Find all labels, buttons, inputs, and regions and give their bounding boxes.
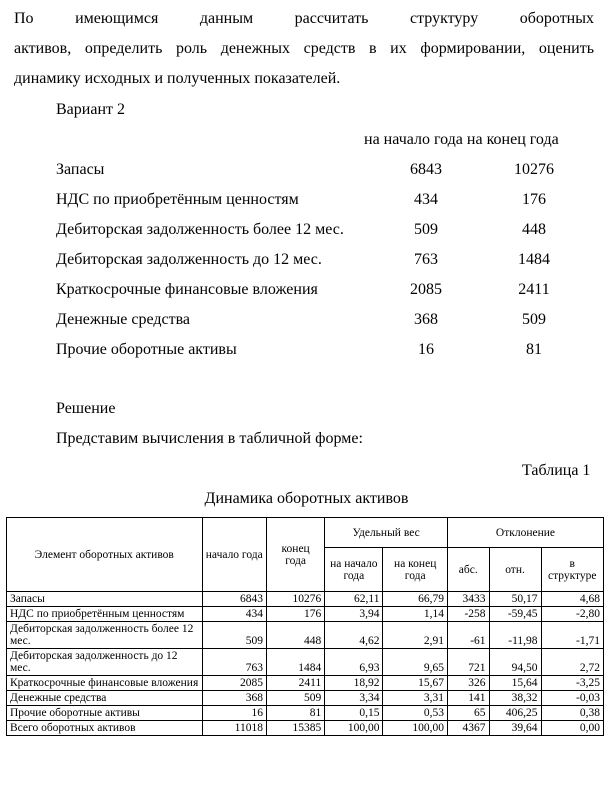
item-start: 6843 (410, 161, 442, 178)
cell-share-start: 100,00 (325, 721, 383, 736)
data-line (0, 191, 613, 211)
cell-start: 16 (202, 706, 266, 721)
data-line (0, 161, 613, 181)
cell-end: 2411 (267, 676, 325, 691)
cell-end: 10276 (267, 592, 325, 607)
header-share-start: на начало года (325, 548, 383, 592)
cell-rel: 94,50 (489, 649, 541, 676)
header-rel: отн. (489, 548, 541, 592)
data-line (0, 311, 613, 331)
solution-heading: Решение (56, 400, 116, 417)
header-end: конец года (267, 518, 325, 592)
header-share-end: на конец года (383, 548, 447, 592)
cell-share-start: 4,62 (325, 622, 383, 649)
cell-rel: 39,64 (489, 721, 541, 736)
cell-end: 81 (267, 706, 325, 721)
cell-share-start: 0,15 (325, 706, 383, 721)
cell-share-start: 3,94 (325, 607, 383, 622)
cell-rel: -11,98 (489, 622, 541, 649)
cell-start: 6843 (202, 592, 266, 607)
cell-share-start: 18,92 (325, 676, 383, 691)
cell-start: 11018 (202, 721, 266, 736)
item-end: 448 (522, 221, 546, 238)
item-start: 763 (414, 251, 438, 268)
cell-share-end: 3,31 (383, 691, 447, 706)
cell-share-end: 15,67 (383, 676, 447, 691)
cell-start: 2085 (202, 676, 266, 691)
cell-end: 1484 (267, 649, 325, 676)
cell-name: Прочие оборотные активы (7, 706, 203, 721)
cell-abs: -258 (447, 607, 489, 622)
item-start: 509 (414, 221, 438, 238)
header-share: Удельный вес (325, 518, 448, 548)
cell-abs: 3433 (447, 592, 489, 607)
intro-line-1: По имеющимся данным рассчитать структуру оборотных (14, 10, 594, 27)
cell-start: 763 (202, 649, 266, 676)
cell-struct: 2,72 (541, 649, 603, 676)
data-line (0, 221, 613, 241)
item-start: 2085 (410, 281, 442, 298)
item-end: 81 (526, 341, 542, 358)
cell-end: 448 (267, 622, 325, 649)
item-name: Дебиторская задолженность до 12 мес. (56, 251, 322, 268)
cell-share-end: 100,00 (383, 721, 447, 736)
cell-struct: -1,71 (541, 622, 603, 649)
cell-name: Дебиторская задолженность до 12 мес. (7, 649, 203, 676)
represent-text: Представим вычисления в табличной форме: (56, 430, 363, 447)
item-name: Денежные средства (56, 311, 191, 328)
item-start: 368 (414, 311, 438, 328)
cell-struct: -0,03 (541, 691, 603, 706)
header-abs: абс. (447, 548, 489, 592)
intro-line-2: активов, определить роль денежных средств в их формировании, оценить (14, 40, 594, 57)
item-end: 2411 (518, 281, 550, 298)
item-end: 1484 (518, 251, 550, 268)
cell-struct: 4,68 (541, 592, 603, 607)
table-row (7, 622, 604, 649)
table-row (7, 649, 604, 676)
cell-name: Всего оборотных активов (7, 721, 203, 736)
cell-share-start: 6,93 (325, 649, 383, 676)
table-number: Таблица 1 (522, 462, 591, 479)
table-row-total (7, 721, 604, 736)
cell-struct: 0,38 (541, 706, 603, 721)
cell-name: Краткосрочные финансовые вложения (7, 676, 203, 691)
cell-abs: 4367 (447, 721, 489, 736)
cell-abs: 65 (447, 706, 489, 721)
cell-end: 15385 (267, 721, 325, 736)
dynamics-table (6, 517, 604, 736)
header-deviation: Отклонение (447, 518, 603, 548)
item-start: 16 (418, 341, 434, 358)
item-end: 509 (522, 311, 546, 328)
header-start: начало года (202, 518, 266, 592)
cell-rel: -59,45 (489, 607, 541, 622)
cell-name: Запасы (7, 592, 203, 607)
item-end: 10276 (514, 161, 554, 178)
cell-rel: 406,25 (489, 706, 541, 721)
cell-share-end: 9,65 (383, 649, 447, 676)
column-header: на начало года на конец года (364, 131, 559, 148)
cell-share-end: 0,53 (383, 706, 447, 721)
cell-rel: 38,32 (489, 691, 541, 706)
item-name: НДС по приобретённым ценностям (56, 191, 299, 208)
variant-heading: Вариант 2 (56, 101, 125, 118)
cell-struct: -2,80 (541, 607, 603, 622)
cell-end: 176 (267, 607, 325, 622)
header-struct: в структуре (541, 548, 603, 592)
cell-name: Дебиторская задолженность более 12 мес. (7, 622, 203, 649)
item-name: Прочие оборотные активы (56, 341, 237, 358)
table-row (7, 592, 604, 607)
table-row (7, 691, 604, 706)
cell-share-end: 1,14 (383, 607, 447, 622)
table-row (7, 706, 604, 721)
item-name: Дебиторская задолженность более 12 мес. (56, 221, 344, 238)
table-title: Динамика оборотных активов (204, 490, 409, 507)
cell-abs: 141 (447, 691, 489, 706)
cell-start: 434 (202, 607, 266, 622)
cell-struct: -3,25 (541, 676, 603, 691)
cell-share-start: 62,11 (325, 592, 383, 607)
header-element: Элемент оборотных активов (7, 518, 203, 592)
cell-share-start: 3,34 (325, 691, 383, 706)
cell-start: 509 (202, 622, 266, 649)
cell-rel: 50,17 (489, 592, 541, 607)
cell-rel: 15,64 (489, 676, 541, 691)
cell-abs: -61 (447, 622, 489, 649)
cell-abs: 721 (447, 649, 489, 676)
table-row (7, 607, 604, 622)
cell-name: НДС по приобретённым ценностям (7, 607, 203, 622)
cell-abs: 326 (447, 676, 489, 691)
cell-struct: 0,00 (541, 721, 603, 736)
item-name: Запасы (56, 161, 105, 178)
item-end: 176 (522, 191, 546, 208)
data-line (0, 341, 613, 361)
item-name: Краткосрочные финансовые вложения (56, 281, 318, 298)
intro-line-3: динамику исходных и полученных показателей. (14, 70, 341, 87)
data-line (0, 281, 613, 301)
cell-share-end: 66,79 (383, 592, 447, 607)
cell-end: 509 (267, 691, 325, 706)
table-row (7, 676, 604, 691)
cell-name: Денежные средства (7, 691, 203, 706)
cell-start: 368 (202, 691, 266, 706)
cell-share-end: 2,91 (383, 622, 447, 649)
item-start: 434 (414, 191, 438, 208)
data-line (0, 251, 613, 271)
